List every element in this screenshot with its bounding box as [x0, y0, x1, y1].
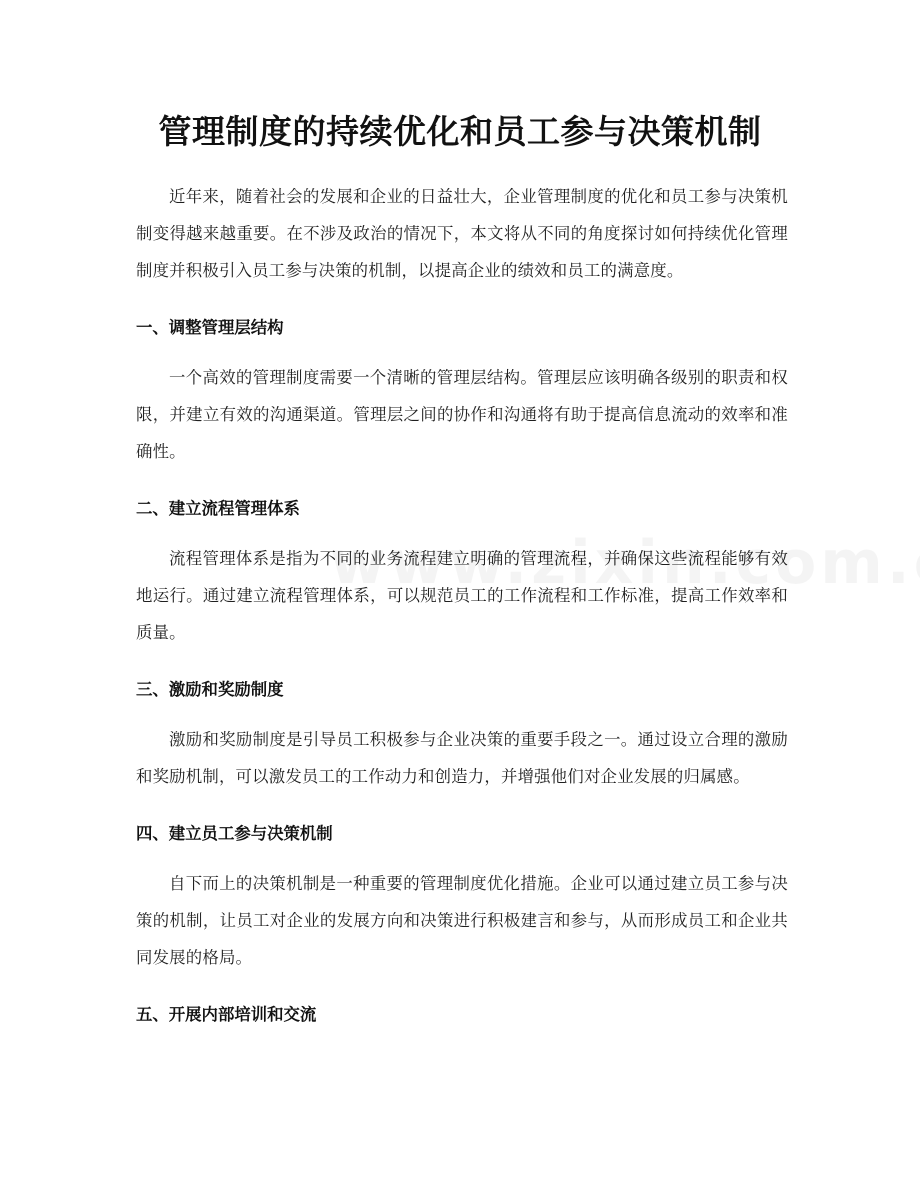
- section-heading: 一、调整管理层结构: [136, 318, 284, 337]
- section-heading: 四、建立员工参与决策机制: [136, 824, 333, 843]
- section-heading: 二、建立流程管理体系: [136, 499, 300, 518]
- section-paragraph: 自下而上的决策机制是一种重要的管理制度优化措施。企业可以通过建立员工参与决策的机制，让员工对企业的发展方向和决策进行积极建言和参与，从而形成员工和企业共同发展的格局。: [136, 874, 788, 967]
- intro-paragraph: 近年来，随着社会的发展和企业的日益壮大，企业管理制度的优化和员工参与决策机制变得越来越重要。在不涉及政治的情况下，本文将从不同的角度探讨如何持续优化管理制度并积极引入员工参与决策的机制，以提高企业的绩效和员工的满意度。: [136, 187, 788, 280]
- section-paragraph: 激励和奖励制度是引导员工积极参与企业决策的重要手段之一。通过设立合理的激励和奖励机制，可以激发员工的工作动力和创造力，并增强他们对企业发展的归属感。: [136, 730, 788, 786]
- section-heading: 五、开展内部培训和交流: [136, 1005, 317, 1024]
- section-paragraph: 流程管理体系是指为不同的业务流程建立明确的管理流程，并确保这些流程能够有效地运行。通过建立流程管理体系，可以规范员工的工作流程和工作标准，提高工作效率和质量。: [136, 549, 788, 642]
- document-body: [136, 178, 788, 1033]
- section-paragraph: 一个高效的管理制度需要一个清晰的管理层结构。管理层应该明确各级别的职责和权限，并建立有效的沟通渠道。管理层之间的协作和沟通将有助于提高信息流动的效率和准确性。: [136, 368, 788, 461]
- section-heading: 三、激励和奖励制度: [136, 680, 284, 699]
- page-title: 管理制度的持续优化和员工参与决策机制: [158, 112, 762, 151]
